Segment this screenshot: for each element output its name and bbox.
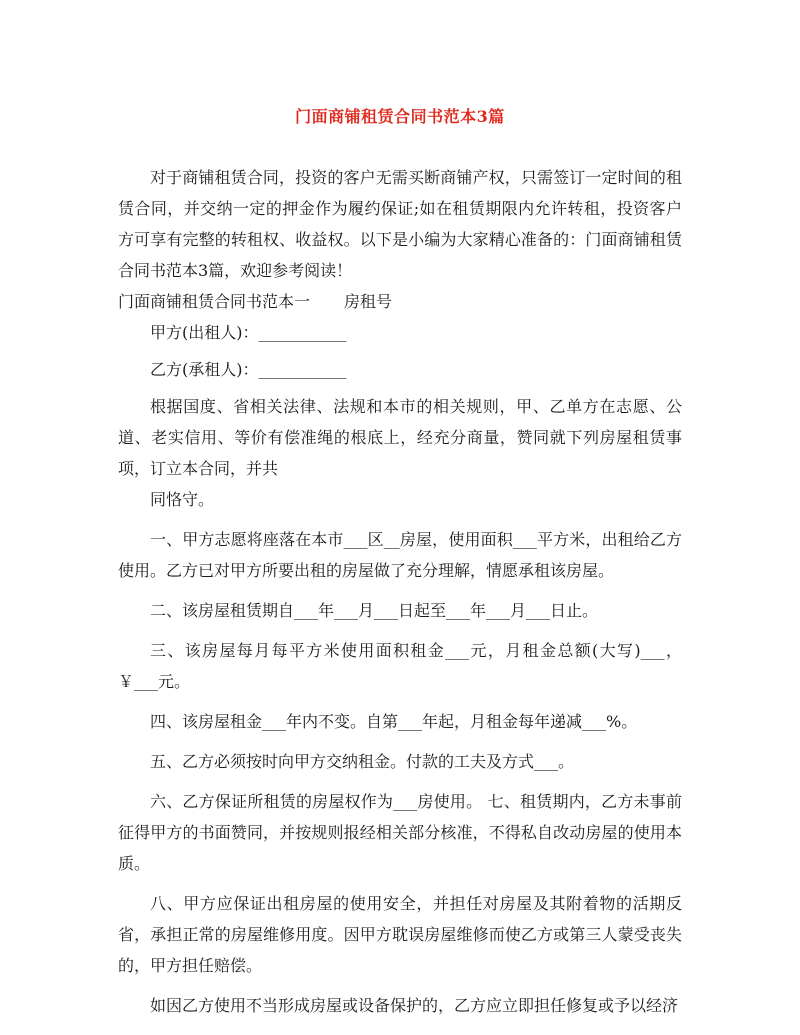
document-title: 门面商铺租赁合同书范本3篇 bbox=[295, 107, 505, 126]
clause-1: 一、甲方志愿将座落在本市___区__房屋，使用面积___平方米，出租给乙方使用。乙方已对甲方所要出租的房屋做了充分理解，情愿承租该房屋。 bbox=[118, 530, 682, 580]
intro-paragraph: 对于商铺租赁合同，投资的客户无需买断商铺产权，只需签订一定时间的租赁合同，并交纳一定的押金作为履约保证;如在租赁期限内允许转租，投资客户方可享有完整的转租权、收益权。以下是小编为大家精心准备的：门面商铺租赁合同书范本3篇，欢迎参考阅读！ bbox=[118, 168, 682, 280]
clause-8-continuation: 如因乙方使用不当形成房屋或设备保护的，乙方应立即担任修复或予以经济 bbox=[150, 996, 679, 1015]
document-body bbox=[118, 162, 682, 1021]
clause-6-7: 六、乙方保证所租赁的房屋权作为___房使用。 七、租赁期内，乙方未事前征得甲方的书面赞同，并按规则报经相关部分核准，不得私自改动房屋的使用本质。 bbox=[118, 792, 682, 873]
section-field: 房租号 bbox=[344, 292, 393, 311]
party-b-line: 乙方(承租人)：___________ bbox=[150, 360, 347, 379]
clause-2: 二、该房屋租赁期自___年___月___日起至___年___月___日止。 bbox=[150, 601, 599, 620]
clause-4: 四、该房屋租金___年内不变。自第___年起，月租金每年递减___%。 bbox=[150, 712, 638, 731]
clause-5: 五、乙方必须按时向甲方交纳租金。付款的工夫及方式___。 bbox=[150, 752, 575, 771]
preamble-continuation: 同恪守。 bbox=[150, 490, 215, 509]
clause-3: 三、该房屋每月每平方米使用面积租金___元，月租金总额(大写)___，￥___元。 bbox=[118, 641, 682, 691]
clause-8: 八、甲方应保证出租房屋的使用安全，并担任对房屋及其附着物的活期反省，承担正常的房屋维修用度。因甲方耽误房屋维修而使乙方或第三人蒙受丧失的，甲方担任赔偿。 bbox=[118, 894, 682, 975]
party-a-line: 甲方(出租人)：___________ bbox=[150, 323, 347, 342]
section-heading bbox=[118, 286, 682, 317]
section-title: 门面商铺租赁合同书范本一 bbox=[118, 292, 311, 311]
preamble-paragraph: 根据国度、省相关法律、法规和本市的相关规则，甲、乙单方在志愿、公道、老实信用、等价有偿准绳的根底上，经充分商量，赞同就下列房屋租赁事项，订立本合同，并共 bbox=[118, 397, 682, 478]
